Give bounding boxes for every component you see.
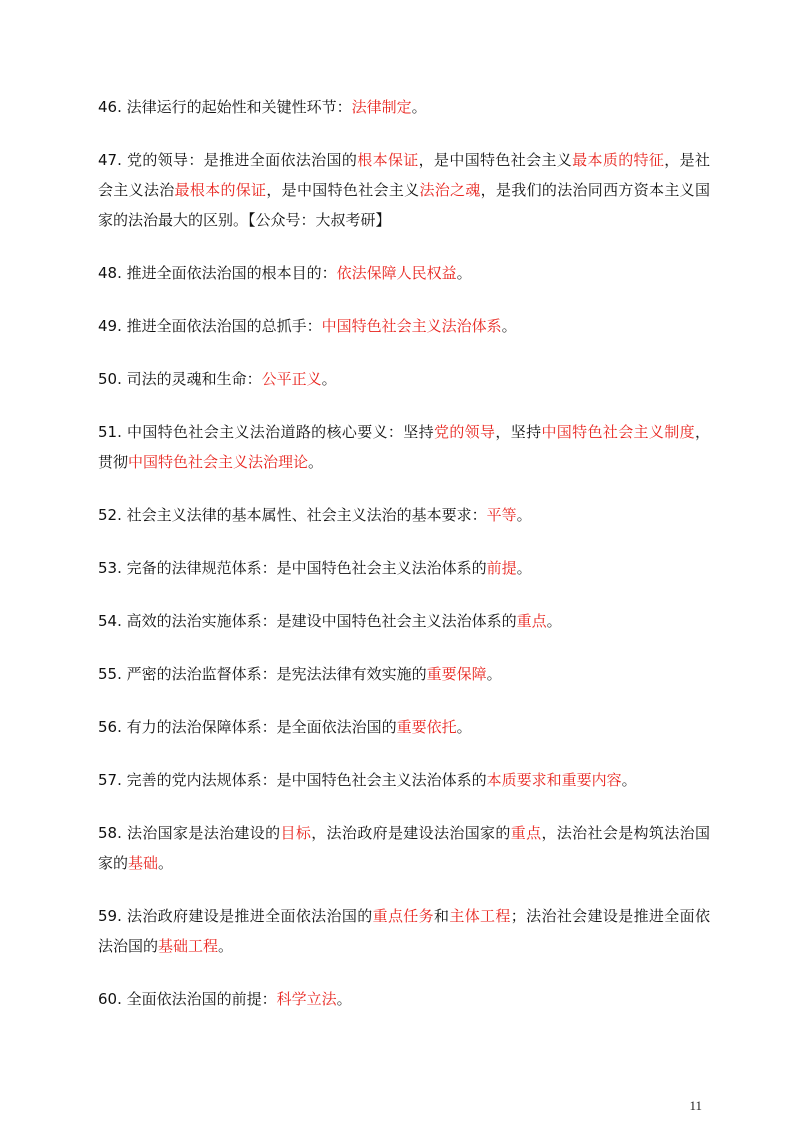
body-text: 。	[516, 506, 532, 524]
list-item	[98, 553, 710, 583]
list-item	[98, 258, 710, 288]
body-text: 58. 法治国家是法治建设的	[98, 824, 281, 842]
list-item	[98, 500, 710, 530]
list-item	[98, 364, 710, 394]
body-text: 46. 法律运行的起始性和关键性环节：	[98, 98, 352, 116]
highlight-text: 本质要求和重要内容	[486, 771, 622, 789]
highlight-text: 中国特色社会主义制度	[541, 423, 695, 441]
list-item	[98, 712, 710, 742]
body-text: ，是中国特色社会主义	[266, 181, 420, 199]
body-text: 。	[546, 612, 562, 630]
highlight-text: 根本保证	[357, 151, 419, 169]
body-text: 和	[434, 907, 450, 925]
highlight-text: 平等	[486, 506, 517, 524]
page-number: 11	[689, 1098, 702, 1113]
body-text: 。	[308, 453, 324, 471]
body-text: 。	[456, 264, 472, 282]
list-item	[98, 606, 710, 636]
body-text: 。	[321, 370, 337, 388]
highlight-text: 中国特色社会主义法治理论	[128, 453, 309, 471]
body-text: ，法治社会是构筑法治国家的	[98, 824, 710, 872]
body-text: 。	[456, 718, 472, 736]
body-text: 。	[336, 990, 352, 1008]
body-text: ，是中国特色社会主义	[418, 151, 573, 169]
body-text: 47. 党的领导：是推进全面依法治国的	[98, 151, 358, 169]
list-item	[98, 659, 710, 689]
list-item	[98, 818, 710, 878]
highlight-text: 重点	[516, 612, 547, 630]
body-text: 。	[501, 317, 517, 335]
body-text: 59. 法治政府建设是推进全面依法治国的	[98, 907, 373, 925]
body-text: 53. 完备的法律规范体系：是中国特色社会主义法治体系的	[98, 559, 487, 577]
highlight-text: 基础工程	[158, 937, 219, 955]
body-text: 。	[411, 98, 427, 116]
body-text: 60. 全面依法治国的前提：	[98, 990, 277, 1008]
body-text: 。	[158, 854, 174, 872]
highlight-text: 公平正义	[261, 370, 322, 388]
body-text: ；法治社会建设是推进全面依法治国的	[98, 907, 710, 955]
highlight-text: 最本质的特征	[572, 151, 665, 169]
highlight-text: 依法保障人民权益	[336, 264, 457, 282]
body-text: ，是社会主义法治	[98, 151, 710, 199]
body-text: 48. 推进全面依法治国的根本目的：	[98, 264, 337, 282]
body-text: 。	[516, 559, 532, 577]
body-text: ，法治政府是建设法治国家的	[311, 824, 511, 842]
body-text: 50. 司法的灵魂和生命：	[98, 370, 262, 388]
body-text: 54. 高效的法治实施体系：是建设中国特色社会主义法治体系的	[98, 612, 517, 630]
list-item	[98, 145, 710, 235]
highlight-text: 法治之魂	[419, 181, 481, 199]
body-text: 56. 有力的法治保障体系：是全面依法治国的	[98, 718, 397, 736]
highlight-text: 重点	[510, 824, 542, 842]
highlight-text: 前提	[486, 559, 517, 577]
highlight-text: 中国特色社会主义法治体系	[321, 317, 502, 335]
list-item	[98, 901, 710, 961]
highlight-text: 法律制定	[351, 98, 412, 116]
highlight-text: 重要依托	[396, 718, 457, 736]
highlight-text: 目标	[280, 824, 312, 842]
list-item	[98, 765, 710, 795]
body-text: 55. 严密的法治监督体系：是宪法法律有效实施的	[98, 665, 427, 683]
list-item	[98, 417, 710, 477]
highlight-text: 科学立法	[276, 990, 337, 1008]
body-text: 。	[486, 665, 502, 683]
body-text: ，贯彻	[98, 423, 710, 471]
body-text: ，是我们的法治同西方资本主义国家的法治最大的区别。【公众号：大叔考研】	[98, 181, 710, 229]
content-body	[98, 92, 710, 1037]
highlight-text: 重要保障	[426, 665, 487, 683]
body-text: 51. 中国特色社会主义法治道路的核心要义：坚持	[98, 423, 434, 441]
highlight-text: 主体工程	[449, 907, 511, 925]
list-item	[98, 92, 710, 122]
body-text: 。	[621, 771, 637, 789]
body-text: 52. 社会主义法律的基本属性、社会主义法治的基本要求：	[98, 506, 487, 524]
highlight-text: 重点任务	[372, 907, 434, 925]
highlight-text: 基础	[128, 854, 159, 872]
body-text: ，坚持	[495, 423, 542, 441]
highlight-text: 党的领导	[433, 423, 496, 441]
body-text: 57. 完善的党内法规体系：是中国特色社会主义法治体系的	[98, 771, 487, 789]
body-text: 。	[218, 937, 234, 955]
body-text: 49. 推进全面依法治国的总抓手：	[98, 317, 322, 335]
list-item	[98, 311, 710, 341]
highlight-text: 最根本的保证	[174, 181, 267, 199]
list-item	[98, 984, 710, 1014]
